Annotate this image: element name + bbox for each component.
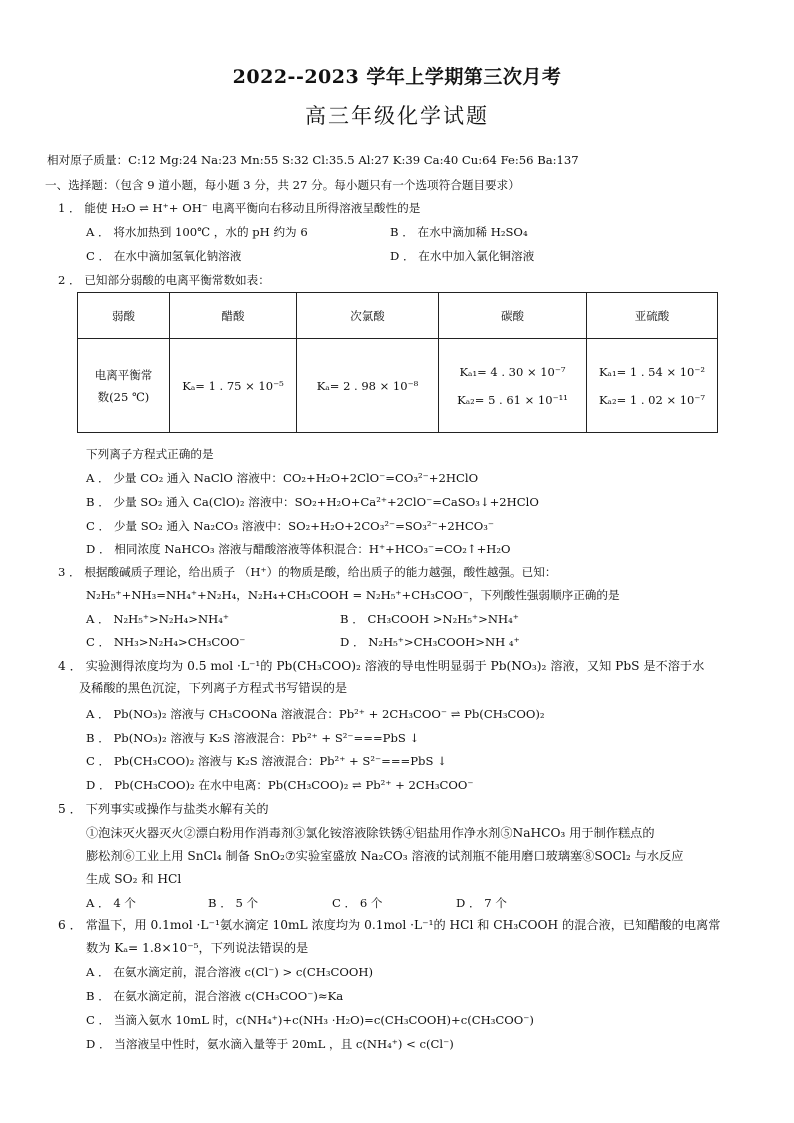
carbonic-ka2: Kₐ₂= 5 . 61 × 10⁻¹¹ — [457, 392, 568, 407]
q2-option-d: D ． 相同浓度 NaHCO₃ 溶液与醋酸溶液等体积混合：H⁺+HCO₃⁻=CO₂↑+H₂O — [86, 542, 511, 556]
q6-option-c: C ． 当滴入氨水 10mL 时，c(NH₄⁺)+c(NH₃ ·H₂O)=c(CH₃COOH)+c(CH₃COO⁻) — [86, 1013, 534, 1027]
q1-option-c: C ． 在水中滴加氢氧化钠溶液 — [86, 249, 242, 263]
q3-stem-line-2: N₂H₅⁺+NH₃=NH₄⁺+N₂H₄，N₂H₄+CH₃COOH = N₂H₅⁺+CH₃COO⁻，下列酸性强弱顺序正确的是 — [86, 588, 620, 602]
atomic-masses: 相对原子质量：C:12 Mg:24 Na:23 Mn:55 S:32 Cl:35.5 Al:27 K:39 Ca:40 Cu:64 Fe:56 Ba:137 — [47, 153, 579, 167]
q5-stem: 5 ． 下列事实或操作与盐类水解有关的 — [58, 802, 269, 816]
q6-option-b: B ． 在氨水滴定前，混合溶液 c(CH₃COO⁻)≈Ka — [86, 989, 344, 1003]
q6-stem-line-1: 6 ． 常温下，用 0.1mol ·L⁻¹氨水滴定 10mL 浓度均为 0.1mol ·L⁻¹的 HCl 和 CH₃COOH 的混合液，已知醋酸的电离常 — [58, 918, 721, 932]
header-weak-acid: 弱酸 — [78, 293, 170, 339]
q5-option-d: D ． 7 个 — [456, 896, 507, 910]
q4-option-d: D ． Pb(CH₃COO)₂ 在水中电离：Pb(CH₃COO)₂ ⇌ Pb²⁺ + 2CH₃COO⁻ — [86, 778, 474, 792]
q3-option-a: A ． N₂H₅⁺>N₂H₄>NH₄⁺ — [86, 612, 230, 626]
q3-option-d: D ． N₂H₅⁺>CH₃COOH>NH ₄⁺ — [340, 635, 520, 649]
q6-stem-line-2: 数为 Kₐ= 1.8×10⁻⁵，下列说法错误的是 — [86, 941, 309, 955]
q6-option-d: D ． 当溶液呈中性时，氨水滴入量等于 20mL ，且 c(NH₄⁺) < c(Cl⁻) — [86, 1037, 454, 1051]
row-label-line-2: 数(25 ℃) — [97, 389, 150, 404]
q2-option-a: A ． 少量 CO₂ 通入 NaClO 溶液中：CO₂+H₂O+2ClO⁻=CO₃²⁻+2HClO — [86, 471, 479, 485]
row-label-line-1: 电离平衡常 — [94, 367, 153, 382]
q1-option-b: B ． 在水中滴加稀 H₂SO₄ — [390, 225, 528, 239]
header-acetic-acid: 醋酸 — [170, 293, 297, 339]
q6-option-a: A ． 在氨水滴定前，混合溶液 c(Cl⁻) > c(CH₃COOH) — [86, 965, 374, 979]
exam-title: 2022--2023 学年上学期第三次月考 — [232, 66, 562, 88]
row-label — [78, 339, 170, 433]
sulfurous-ka1: Kₐ₁= 1 . 54 × 10⁻² — [598, 364, 706, 379]
q1-stem: 1 ． 能使 H₂O ⇌ H⁺+ OH⁻ 电离平衡向右移动且所得溶液呈酸性的是 — [58, 201, 421, 215]
exam-subtitle: 高三年级化学试题 — [305, 104, 489, 128]
q2-question: 下列离子方程式正确的是 — [86, 447, 214, 461]
q5-option-b: B ． 5 个 — [208, 896, 259, 910]
q5-facts-line-3: 生成 SO₂ 和 HCl — [86, 872, 182, 886]
q4-stem-line-1: 4 ． 实验测得浓度均为 0.5 mol ·L⁻¹的 Pb(CH₃COO)₂ 溶液的导电性明显弱于 Pb(NO₃)₂ 溶液，又知 PbS 是不溶于水 — [58, 659, 705, 673]
header-sulfurous-acid: 亚硫酸 — [587, 293, 718, 339]
q5-option-c: C ． 6 个 — [332, 896, 383, 910]
q1-option-a: A ． 将水加热到 100℃ ，水的 pH 约为 6 — [86, 225, 308, 239]
q2-stem: 2 ． 已知部分弱酸的电离平衡常数如表： — [58, 273, 270, 287]
header-hypochlorous-acid: 次氯酸 — [297, 293, 439, 339]
sulfurous-ka2: Kₐ₂= 1 . 02 × 10⁻⁷ — [598, 392, 706, 407]
q4-option-c: C ． Pb(CH₃COO)₂ 溶液与 K₂S 溶液混合：Pb²⁺ + S²⁻===PbS ↓ — [86, 754, 447, 768]
section-heading: 一、选择题：（包含 9 道小题，每小题 3 分，共 27 分。每小题只有一个选项符合题目要求） — [45, 178, 520, 192]
q1-option-d: D ． 在水中加入氯化铜溶液 — [390, 249, 535, 263]
hypochlorous-ka: Kₐ= 2 . 98 × 10⁻⁸ — [297, 339, 439, 433]
q2-option-b: B ． 少量 SO₂ 通入 Ca(ClO)₂ 溶液中：SO₂+H₂O+Ca²⁺+2ClO⁻=CaSO₃↓+2HClO — [86, 495, 539, 509]
q4-option-b: B ． Pb(NO₃)₂ 溶液与 K₂S 溶液混合：Pb²⁺ + S²⁻===PbS ↓ — [86, 731, 420, 745]
carbonic-ka — [439, 339, 587, 433]
carbonic-ka1: Kₐ₁= 4 . 30 × 10⁻⁷ — [459, 364, 566, 379]
q5-facts-line-2: 膨松剂⑥工业上用 SnCl₄ 制备 SnO₂⑦实验室盛放 Na₂CO₃ 溶液的试剂瓶不能用磨口玻璃塞⑧SOCl₂ 与水反应 — [86, 849, 684, 863]
q4-stem-line-2: 及稀酸的黑色沉淀，下列离子方程式书写错误的是 — [79, 681, 348, 695]
sulfurous-ka — [587, 339, 718, 433]
ionization-constant-table — [77, 292, 718, 433]
q2-option-c: C ． 少量 SO₂ 通入 Na₂CO₃ 溶液中：SO₂+H₂O+2CO₃²⁻=SO₃²⁻+2HCO₃⁻ — [86, 519, 495, 533]
q4-option-a: A ． Pb(NO₃)₂ 溶液与 CH₃COONa 溶液混合：Pb²⁺ + 2CH₃COO⁻ ⇌ Pb(CH₃COO)₂ — [86, 707, 545, 721]
q5-facts-line-1: ①泡沫灭火器灭火②漂白粉用作消毒剂③氯化铵溶液除铁锈④铝盐用作净水剂⑤NaHCO₃ 用于制作糕点的 — [86, 826, 655, 840]
q3-option-c: C ． NH₃>N₂H₄>CH₃COO⁻ — [86, 635, 246, 649]
q5-option-a: A ． 4 个 — [86, 896, 136, 910]
acetic-ka: Kₐ= 1 . 75 × 10⁻⁵ — [170, 339, 297, 433]
q3-stem-line-1: 3 ． 根据酸碱质子理论，给出质子 （H⁺）的物质是酸，给出质子的能力越强，酸性越强。已知： — [58, 565, 557, 579]
q3-option-b: B ． CH₃COOH >N₂H₅⁺>NH₄⁺ — [340, 612, 519, 626]
header-carbonic-acid: 碳酸 — [439, 293, 587, 339]
